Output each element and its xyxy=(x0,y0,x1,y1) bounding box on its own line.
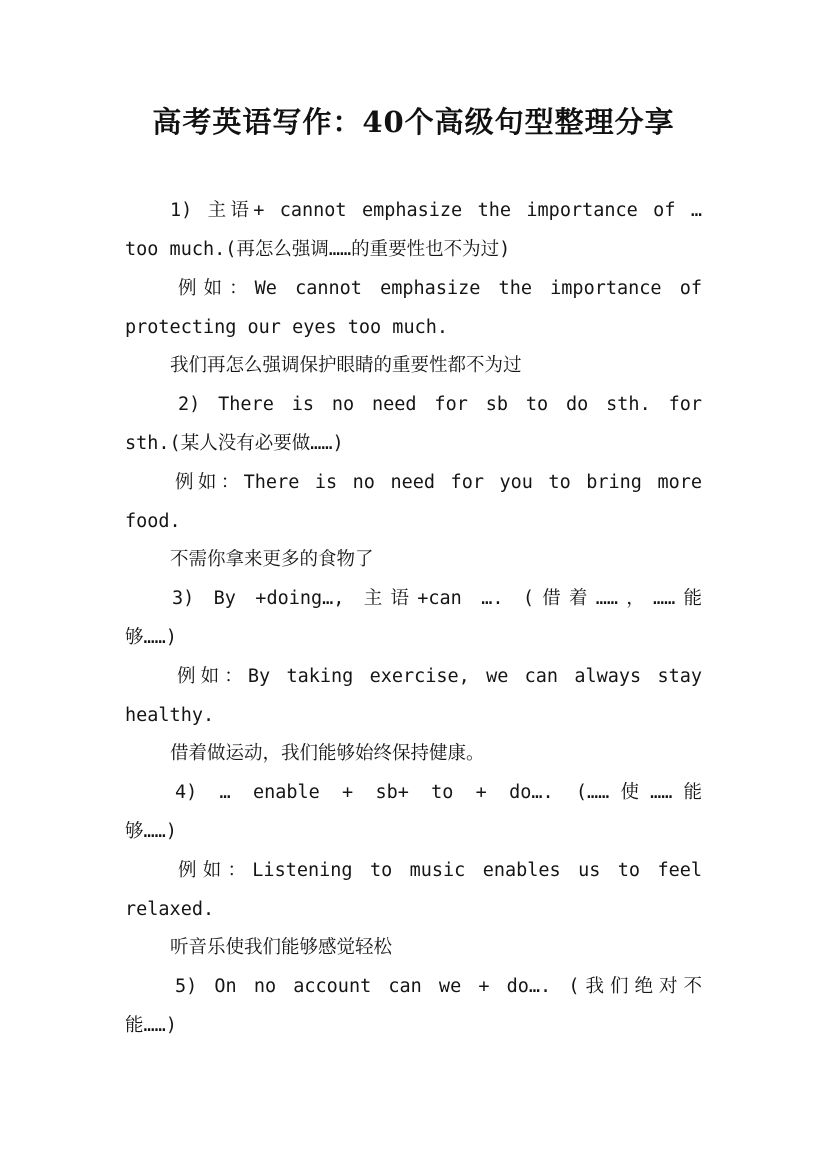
sentence-2-example: 例如：There is no need for you to bring more xyxy=(175,472,702,493)
sentence-1-pattern: 1) 主语+ cannot emphasize the importance of … xyxy=(170,200,702,221)
sentence-2-example-cont: food. xyxy=(125,511,181,532)
sentence-1-example-cont: protecting our eyes too much. xyxy=(125,317,449,338)
sentence-2-translation: 不需你拿来更多的食物了 xyxy=(170,549,374,570)
sentence-1-translation: 我们再怎么强调保护眼睛的重要性都不为过 xyxy=(170,355,522,376)
sentence-3-example: 例如：By taking exercise, we can always stay xyxy=(177,666,702,687)
sentence-4-example-cont: relaxed. xyxy=(125,899,215,920)
sentence-4-meaning: 够……) xyxy=(125,821,177,842)
sentence-3-example-cont: healthy. xyxy=(125,705,215,726)
sentence-1-example: 例如：We cannot emphasize the importance of xyxy=(178,278,702,299)
sentence-4-pattern: 4) … enable + sb+ to + do…. (……使……能 xyxy=(175,782,702,803)
sentence-1-meaning: too much.(再怎么强调……的重要性也不为过) xyxy=(125,239,511,260)
sentence-5-meaning: 能……) xyxy=(125,1015,177,1036)
sentence-4-example: 例如：Listening to music enables us to feel xyxy=(178,860,702,881)
sentence-2-pattern: 2) There is no need for sb to do sth. for xyxy=(178,394,702,415)
sentence-2-meaning: sth.(某人没有必要做……) xyxy=(125,433,344,454)
sentence-5-pattern: 5) On no account can we + do…. (我们绝对不 xyxy=(175,976,702,997)
document-title: 高考英语写作：40个高级句型整理分享 xyxy=(152,105,675,139)
sentence-3-meaning: 够……) xyxy=(125,627,177,648)
sentence-4-translation: 听音乐使我们能够感觉轻松 xyxy=(170,937,393,958)
sentence-3-translation: 借着做运动，我们能够始终保持健康。 xyxy=(170,743,485,764)
sentence-3-pattern: 3) By +doing…, 主语+can …. (借着……，……能 xyxy=(172,588,702,609)
